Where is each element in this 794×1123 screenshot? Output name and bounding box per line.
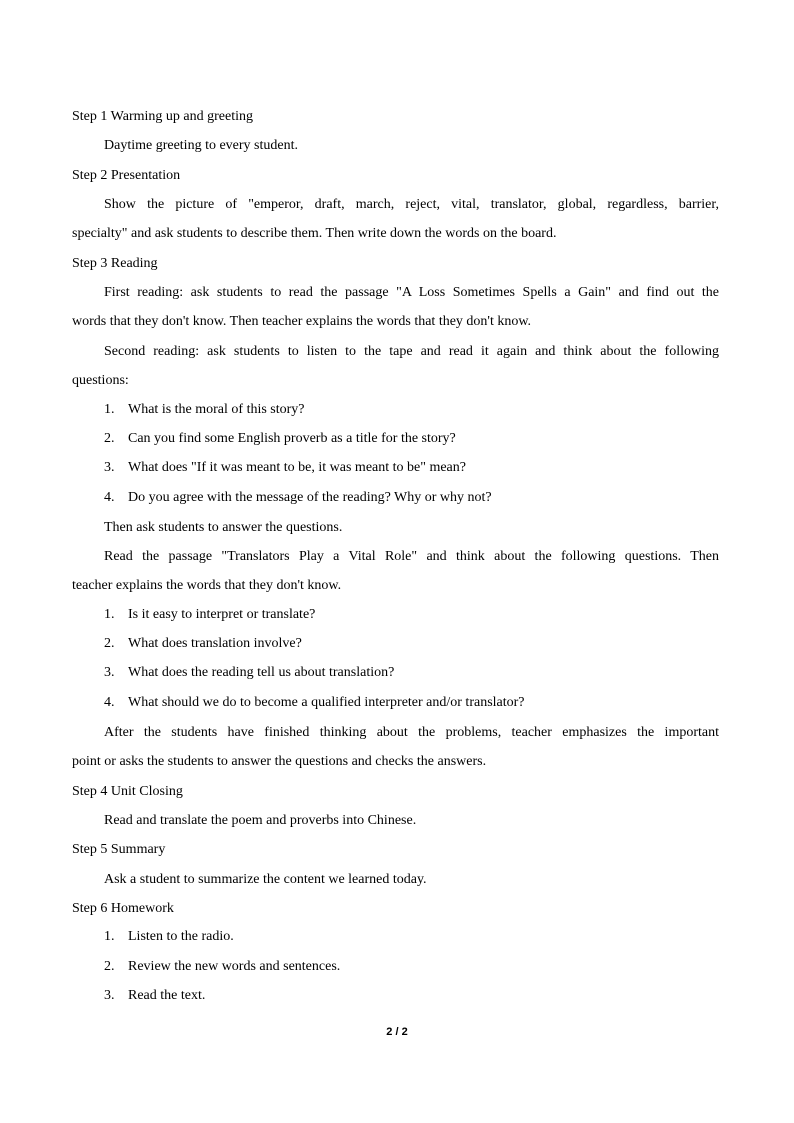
list-item-number: 1.	[104, 607, 115, 622]
step3-after-line1: After the students have finished thinking about the problems, teacher emphasizes the important	[104, 725, 719, 740]
list-item-number: 3.	[104, 665, 115, 680]
step2-paragraph-line2: specialty" and ask students to describe them. Then write down the words on the board.	[72, 226, 557, 241]
list-item-text: What does translation involve?	[128, 636, 302, 651]
step3-read-passage-line1: Read the passage "Translators Play a Vital Role" and think about the following questions. Then	[104, 549, 719, 564]
list-item-text: What does the reading tell us about translation?	[128, 665, 395, 680]
list-item	[104, 927, 234, 947]
list-item	[104, 458, 466, 478]
list-item-text: Is it easy to interpret or translate?	[128, 607, 316, 622]
list-item-number: 2.	[104, 959, 115, 974]
step2-paragraph-line1: Show the picture of "emperor, draft, march, reject, vital, translator, global, regardless, barrier,	[104, 197, 719, 212]
list-item-text: Listen to the radio.	[128, 929, 234, 944]
list-item	[104, 634, 302, 654]
step4-text: Read and translate the poem and proverbs into Chinese.	[104, 813, 417, 828]
step5-text: Ask a student to summarize the content we learned today.	[104, 872, 427, 887]
list-item	[104, 605, 315, 625]
list-item	[104, 693, 525, 713]
step3-first-reading-line1: First reading: ask students to read the passage "A Loss Sometimes Spells a Gain" and find out the	[104, 285, 719, 300]
list-item-number: 2.	[104, 431, 115, 446]
step4-heading: Step 4 Unit Closing	[72, 784, 183, 799]
list-item-text: Read the text.	[128, 988, 206, 1003]
list-item	[104, 986, 205, 1006]
step3-after-line2: point or asks the students to answer the questions and checks the answers.	[72, 754, 487, 769]
step3-read-passage-line2: teacher explains the words that they don't know.	[72, 578, 342, 593]
list-item-text: What does "If it was meant to be, it was meant to be" mean?	[128, 460, 466, 475]
list-item-number: 3.	[104, 988, 115, 1003]
list-item-number: 4.	[104, 490, 115, 505]
step3-then-text: Then ask students to answer the questions.	[104, 520, 343, 535]
list-item	[104, 957, 340, 977]
step3-heading: Step 3 Reading	[72, 256, 158, 271]
step6-heading: Step 6 Homework	[72, 901, 174, 916]
list-item	[104, 488, 492, 508]
list-item	[104, 663, 394, 683]
list-item	[104, 429, 456, 449]
list-item	[104, 400, 305, 420]
step3-second-reading-line1: Second reading: ask students to listen to the tape and read it again and think about the following	[104, 344, 719, 359]
list-item-text: What is the moral of this story?	[128, 402, 305, 417]
step5-heading: Step 5 Summary	[72, 842, 166, 857]
list-item-text: Do you agree with the message of the reading? Why or why not?	[128, 490, 492, 505]
list-item-number: 1.	[104, 402, 115, 417]
list-item-text: Can you find some English proverb as a title for the story?	[128, 431, 456, 446]
list-item-number: 3.	[104, 460, 115, 475]
step3-first-reading-line2: words that they don't know. Then teacher explains the words that they don't know.	[72, 314, 532, 329]
list-item-number: 2.	[104, 636, 115, 651]
step1-heading: Step 1 Warming up and greeting	[72, 109, 253, 124]
list-item-number: 4.	[104, 695, 115, 710]
list-item-number: 1.	[104, 929, 115, 944]
list-item-text: What should we do to become a qualified interpreter and/or translator?	[128, 695, 525, 710]
step1-text: Daytime greeting to every student.	[104, 138, 298, 153]
step3-second-reading-line2: questions:	[72, 373, 129, 388]
step2-heading: Step 2 Presentation	[72, 168, 181, 183]
list-item-text: Review the new words and sentences.	[128, 959, 341, 974]
page-number: 2 / 2	[386, 1026, 408, 1038]
